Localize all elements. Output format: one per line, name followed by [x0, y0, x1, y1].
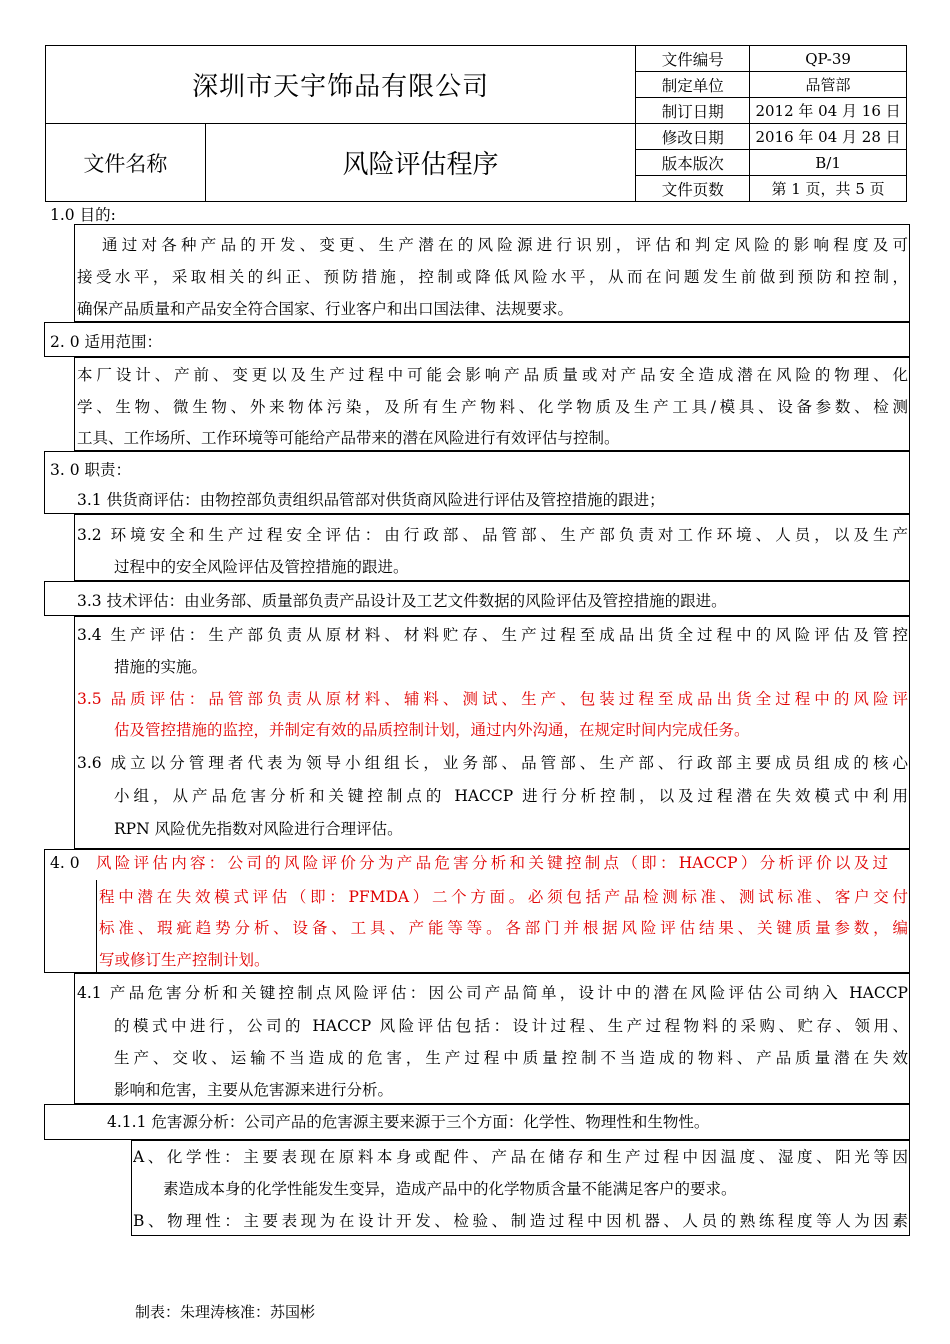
section-3-6-line-2: 小组，从产品危害分析和关键控制点的 HACCP 进行分析控制，以及过程潜在失效模式中利用: [114, 787, 908, 805]
meta-key-created-date: 制订日期: [636, 98, 750, 124]
section-3-3: 3.3 技术评估：由业务部、质量部负责产品设计及工艺文件数据的风险评估及管控措施的跟进。: [77, 592, 727, 610]
section-3-5-line-2: 估及管控措施的监控，并制定有效的品质控制计划，通过内外沟通，在规定时间内完成任务。: [114, 721, 750, 739]
section-3-6-line-1: 3.6 成立以分管理者代表为领导小组组长，业务部、品管部、生产部、行政部主要成员组成的核心: [77, 754, 908, 772]
section-3-title: 3. 0 职责：: [50, 461, 132, 479]
section-1-line-2: 接受水平，采取相关的纠正、预防措施，控制或降低风险水平，从而在问题发生前做到预防和控制，: [77, 268, 908, 286]
section-1-line-3: 确保产品质量和产品安全符合国家、行业客户和出口国法律、法规要求。: [77, 300, 574, 318]
section-2-line-3: 工具、工作场所、工作环境等可能给产品带来的潜在风险进行有效评估与控制。: [77, 429, 620, 447]
section-3-4-line-1: 3.4 生产评估：生产部负责从原材料、材料贮存、生产过程至成品出货全过程中的风险评估及管控: [77, 626, 908, 644]
section-b-line-1: B、物理性：主要表现为在设计开发、检验、制造过程中因机器、人员的熟练程度等人为因素: [133, 1212, 908, 1230]
meta-key-version: 版本版次: [636, 150, 750, 176]
section-4-1-line-2: 的模式中进行，公司的 HACCP 风险评估包括：设计过程、生产过程物料的采购、贮存、领用、: [114, 1017, 908, 1035]
meta-value-version: B/1: [750, 150, 907, 176]
section-3-6-line-3: RPN 风险优先指数对风险进行合理评估。: [114, 820, 403, 838]
section-4-1-1: 4.1.1 危害源分析：公司产品的危害源主要来源于三个方面：化学性、物理性和生物性。: [107, 1113, 710, 1131]
meta-value-modified-date: 2016 年 04 月 28 日: [750, 124, 907, 150]
section-1-title: 1.0 目的:: [50, 206, 116, 224]
section-4-line-3: 标准、瑕疵趋势分析、设备、工具、产能等等。各部门并根据风险评估结果、关键质量参数，编: [99, 919, 908, 937]
meta-value-page-count: 第 1 页，共 5 页: [750, 176, 907, 202]
section-3-4-line-2: 措施的实施。: [114, 658, 208, 676]
section-3-2-line-1: 3.2 环境安全和生产过程安全评估：由行政部、品管部、生产部负责对工作环境、人员，以及生产: [77, 526, 908, 544]
meta-value-created-date: 2012 年 04 月 16 日: [750, 98, 907, 124]
section-4-inner-divider: [96, 880, 97, 973]
section-a-line-2: 素造成本身的化学性能发生变异，造成产品中的化学物质含量不能满足客户的要求。: [163, 1180, 737, 1198]
meta-key-doc-number: 文件编号: [636, 46, 750, 72]
meta-key-modified-date: 修改日期: [636, 124, 750, 150]
section-3-5-line-1: 3.5 品质评估：品管部负责从原材料、辅料、测试、生产、包装过程至成品出货全过程中的风险评: [77, 690, 908, 708]
section-2-line-1: 本厂设计、产前、变更以及生产过程中可能会影响产品质量或对产品安全造成潜在风险的物理、化: [77, 366, 908, 384]
section-4-1-line-4: 影响和危害，主要从危害源来进行分析。: [114, 1081, 394, 1099]
meta-key-page-count: 文件页数: [636, 176, 750, 202]
file-title: 风险评估程序: [205, 124, 635, 202]
footer-signatures: 制表：朱理涛核准：苏国彬: [135, 1303, 316, 1321]
meta-value-department: 品管部: [750, 72, 907, 98]
file-name-label: 文件名称: [46, 124, 206, 202]
section-4-line-4: 写或修订生产控制计划。: [99, 951, 270, 969]
section-4-1-line-1: 4.1 产品危害分析和关键控制点风险评估：因公司产品简单，设计中的潜在风险评估公司纳入 HACCP: [77, 984, 908, 1002]
section-1-line-1: 通过对各种产品的开发、变更、生产潜在的风险源进行识别，评估和判定风险的影响程度及可: [102, 236, 908, 254]
section-4-line-1: 风险评估内容：公司的风险评价分为产品危害分析和关键控制点（即：HACCP）分析评价以及过: [96, 854, 888, 872]
section-3-1: 3.1 供货商评估：由物控部负责组织品管部对供货商风险进行评估及管控措施的跟进；: [77, 491, 665, 509]
section-a-line-1: A、化学性：主要表现在原料本身或配件、产品在储存和生产过程中因温度、湿度、阳光等因: [133, 1148, 908, 1166]
section-2-title: 2. 0 适用范围：: [50, 333, 163, 351]
company-name: 深圳市天宇饰品有限公司: [46, 46, 636, 124]
section-4-line-2: 程中潜在失效模式评估（即：PFMDA）二个方面。必须包括产品检测标准、测试标准、客户交付: [99, 888, 908, 906]
section-4-number: 4. 0: [50, 854, 80, 872]
section-2-line-2: 学、生物、微生物、外来物体污染，及所有生产物料、化学物质及生产工具/模具、设备参数、检测: [77, 398, 908, 416]
meta-key-department: 制定单位: [636, 72, 750, 98]
section-4-1-line-3: 生产、交收、运输不当造成的危害，生产过程中质量控制不当造成的物料、产品质量潜在失效: [114, 1049, 908, 1067]
document-header-table: [45, 45, 907, 202]
section-3-2-line-2: 过程中的安全风险评估及管控措施的跟进。: [114, 558, 409, 576]
section-2-title-box: [44, 322, 910, 357]
meta-value-doc-number: QP-39: [750, 46, 907, 72]
